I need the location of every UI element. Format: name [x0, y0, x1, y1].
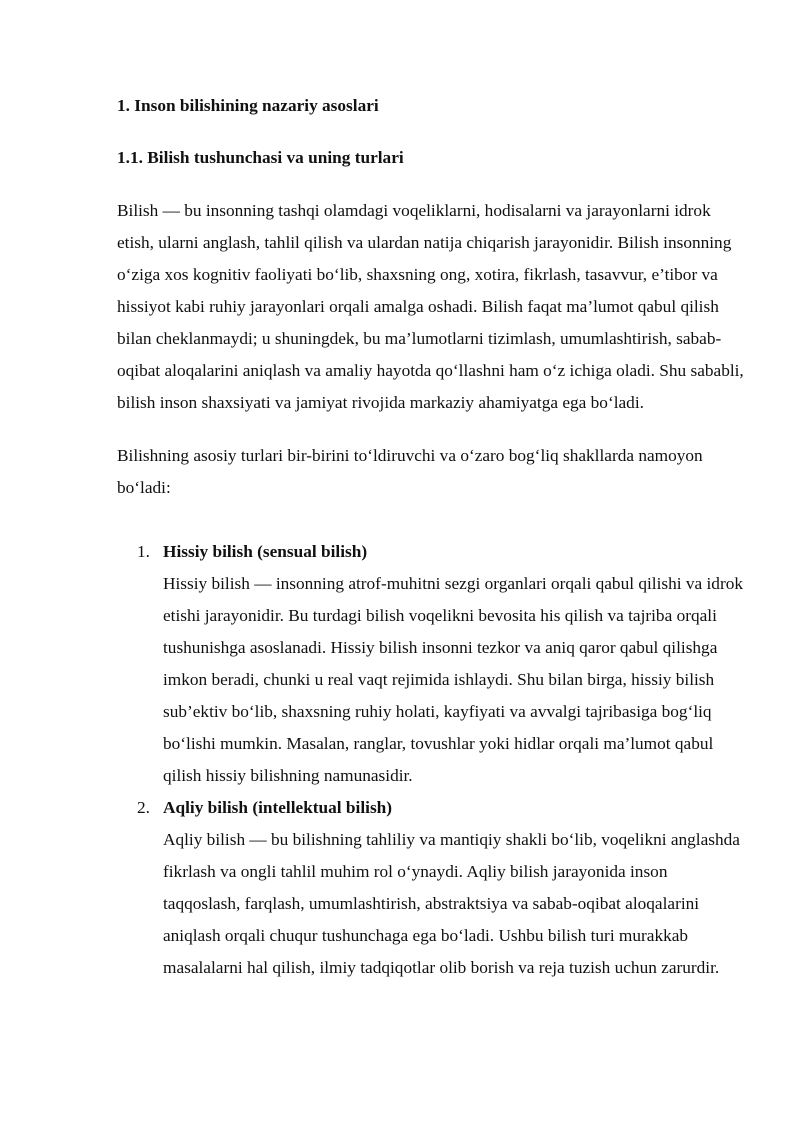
types-intro-paragraph: Bilishning asosiy turlari bir-birini to‘ldiruvchi va o‘zaro bog‘liq shakllarda namoyon bo‘ladi:	[117, 446, 703, 497]
list-item-title: Hissiy bilish (sensual bilish)	[163, 542, 368, 561]
bilish-types-list	[117, 536, 747, 984]
document-page	[117, 90, 747, 984]
list-item-number: 2.	[137, 798, 150, 817]
list-item-text: Hissiy bilish — insonning atrof-muhitni sezgi organlari orqali qabul qilishi va idrok etishi jarayonidir. Bu turdagi bilish voqelikni bevosita his qilish va tajriba orqali tushunishga asoslanadi. Hissiy bilish insonni tezkor va aniq qaror qabul qilishga imkon beradi, chunki u real vaqt rejimida ishlaydi. Shu bilan birga, hissiy bilish sub’ektiv bo‘lib, shaxsning ruhiy holati, kayfiyati va avvalgi tajribasiga bog‘liq bo‘lishi mumkin. Masalan, ranglar, tovushlar yoki hidlar orqali ma’lumot qabul qilish hissiy bilishning namunasidir.	[163, 574, 743, 785]
list-item-title: Aqliy bilish (intellektual bilish)	[163, 798, 393, 817]
list-item	[117, 792, 747, 984]
section-heading: 1. Inson bilishining nazariy asoslari	[117, 96, 379, 115]
intro-paragraph: Bilish — bu insonning tashqi olamdagi voqeliklarni, hodisalarni va jarayonlarni idrok etish, ularni anglash, tahlil qilish va ulardan natija chiqarish jarayonidir. Bilish insonning o‘ziga xos kognitiv faoliyati bo‘lib, shaxsning ong, xotira, fikrlash, tasavvur, e’tibor va hissiyot kabi ruhiy jarayonlari orqali amalga oshadi. Bilish faqat ma’lumot qabul qilish bilan cheklanmaydi; u shuningdek, bu ma’lumotlarni tizimlash, umumlashtirish, sabab-oqibat aloqalarini aniqlash va amaliy hayotda qo‘llashni ham o‘z ichiga oladi. Shu sababli, bilish inson shaxsiyati va jamiyat rivojida markaziy ahamiyatga ega bo‘ladi.	[117, 201, 744, 412]
subsection-heading: 1.1. Bilish tushunchasi va uning turlari	[117, 148, 404, 167]
list-item	[117, 536, 747, 792]
list-item-number: 1.	[137, 542, 150, 561]
list-item-text: Aqliy bilish — bu bilishning tahliliy va mantiqiy shakli bo‘lib, voqelikni anglashda fikrlash va ongli tahlil muhim rol o‘ynaydi. Aqliy bilish jarayonida inson taqqoslash, farqlash, umumlashtirish, abstraktsiya va sabab-oqibat aloqalarini aniqlash orqali chuqur tushunchaga ega bo‘ladi. Ushbu bilish turi murakkab masalalarni hal qilish, ilmiy tadqiqotlar olib borish va reja tuzish uchun zarurdir.	[163, 830, 740, 977]
